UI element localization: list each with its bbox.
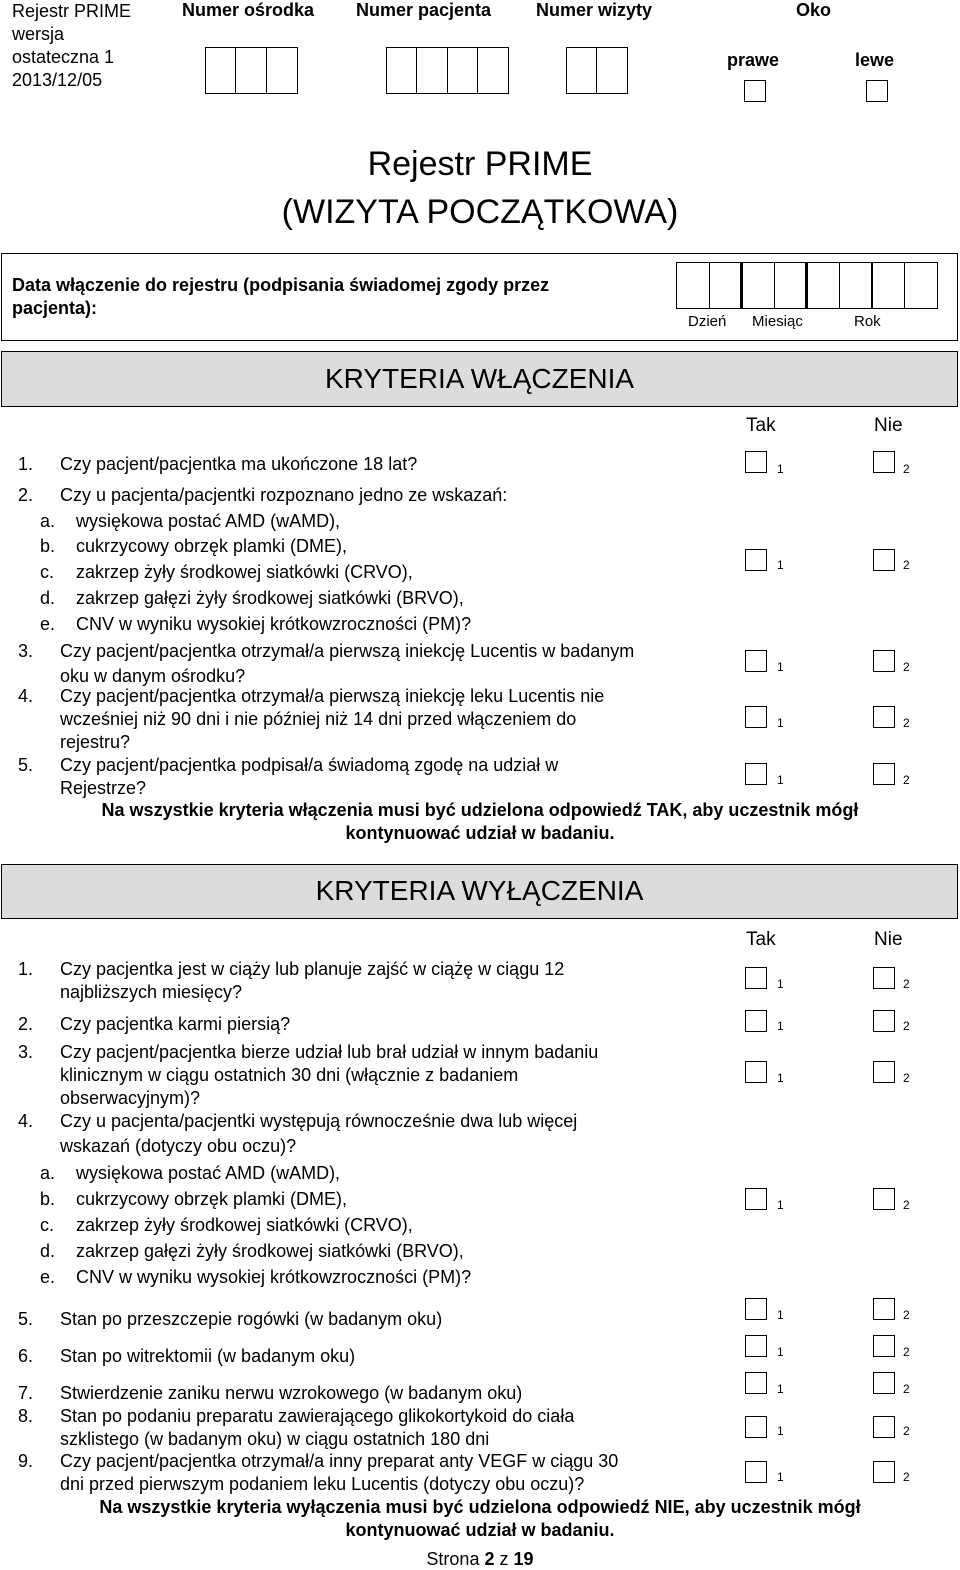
question-number: 4. [18,1111,34,1131]
exclusion-q5-yes-code: 1 [777,1308,784,1322]
year-digit-3[interactable] [871,262,905,309]
patient-number-digit-4[interactable] [477,47,509,94]
exclusion-q2-yes-checkbox[interactable] [745,1010,767,1032]
option-text: cukrzycowy obrzęk plamki (DME), [76,536,348,556]
exclusion-q8-no-checkbox[interactable] [873,1416,895,1438]
exclusion-q1-yes-code: 1 [777,977,784,991]
option-text: zakrzep gałęzi żyły środkowej siatkówki (BRVO), [76,1241,464,1261]
page-total: 19 [513,1549,534,1569]
form-subtitle: (WIZYTA POCZĄTKOWA) [281,193,679,231]
exclusion-q7-yes-checkbox[interactable] [745,1372,767,1394]
exclusion-q2-yes-code: 1 [777,1019,784,1033]
exclusion-q8-yes-checkbox[interactable] [745,1416,767,1438]
question-text: Czy pacjentka karmi piersią? [60,1014,291,1034]
month-label: Miesiąc [752,313,803,330]
year-label: Rok [854,313,881,330]
question-number: 5. [18,755,34,775]
exclusion-q9-yes-checkbox[interactable] [745,1461,767,1483]
question-number: 3. [18,1042,34,1062]
question-text-line1: Czy pacjent/pacjentka podpisał/a świadomą zgodę na udział w [60,755,559,775]
inclusion-q1-no-checkbox[interactable] [873,451,895,473]
version-date: 2013/12/05 [12,70,103,90]
exclusion-q3-yes-checkbox[interactable] [745,1061,767,1083]
exclusion-q5-no-checkbox[interactable] [873,1298,895,1320]
patient-number-digit-3[interactable] [447,47,479,94]
exclusion-criteria-heading: KRYTERIA WYŁĄCZENIA [1,864,958,919]
version-label: wersja [12,24,65,44]
enrollment-date-boxes [676,262,936,309]
exclusion-q7-no-checkbox[interactable] [873,1372,895,1394]
question-number: 7. [18,1383,34,1403]
question-number: 4. [18,686,34,706]
option-letter: a. [40,511,56,531]
exclusion-q8-no-code: 2 [903,1424,910,1438]
inclusion-q1-yes-code: 1 [777,462,784,476]
question-text-line3: obserwacyjnym)? [60,1088,201,1108]
visit-number-boxes [566,47,627,94]
question-text-line1: Czy u pacjenta/pacjentki występują równocześnie dwa lub więcej [60,1111,578,1131]
inclusion-q5-no-checkbox[interactable] [873,763,895,785]
question-number: 2. [18,1014,34,1034]
option-letter: d. [40,588,56,608]
center-number-label: Numer ośrodka [182,0,315,20]
inclusion-q2-yes-checkbox[interactable] [745,549,767,571]
question-text-line2: Rejestrze? [60,778,147,798]
exclusion-q6-yes-checkbox[interactable] [745,1335,767,1357]
enrollment-date-label-line1: Data włączenie do rejestru (podpisania świadomej zgody przez [12,275,550,295]
center-number-boxes [205,47,296,94]
inclusion-q2-no-code: 2 [903,558,910,572]
option-text: CNV w wyniku wysokiej krótkowzroczności (PM)? [76,614,472,634]
question-number: 8. [18,1406,34,1426]
version-name: ostateczna 1 [12,47,115,67]
day-label: Dzień [688,313,727,330]
inclusion-note-line2: kontynuować udział w badaniu. [345,823,615,843]
day-digit-1[interactable] [676,262,710,309]
center-number-digit-1[interactable] [205,47,237,94]
exclusion-q5-no-code: 2 [903,1308,910,1322]
patient-number-label: Numer pacjenta [356,0,492,20]
right-eye-label: prawe [727,50,780,70]
option-letter: d. [40,1241,56,1261]
exclusion-q2-no-code: 2 [903,1019,910,1033]
question-text: Stwierdzenie zaniku nerwu wzrokowego (w badanym oku) [60,1383,523,1403]
exclusion-q5-yes-checkbox[interactable] [745,1298,767,1320]
inclusion-no-header: Nie [874,415,903,436]
option-letter: e. [40,1267,56,1287]
page-number: 2 [484,1549,495,1569]
question-number: 9. [18,1451,34,1471]
inclusion-q5-yes-code: 1 [777,773,784,787]
exclusion-yes-header: Tak [746,929,776,950]
inclusion-q4-yes-code: 1 [777,716,784,730]
exclusion-q4-yes-checkbox[interactable] [745,1188,767,1210]
option-text: CNV w wyniku wysokiej krótkowzroczności (PM)? [76,1267,472,1287]
year-digit-1[interactable] [806,262,840,309]
eye-label: Oko [796,0,832,20]
question-number: 1. [18,454,34,474]
question-text-line2: dni przed pierwszym podaniem leku Lucentis (dotyczy obu oczu)? [60,1474,585,1494]
visit-number-digit-1[interactable] [566,47,598,94]
left-eye-checkbox[interactable] [866,80,888,102]
exclusion-note-line2: kontynuować udział w badaniu. [345,1520,615,1540]
exclusion-q6-no-checkbox[interactable] [873,1335,895,1357]
exclusion-note-line1: Na wszystkie kryteria wyłączenia musi być udzielona odpowiedź NIE, aby uczestnik mógł [99,1497,861,1517]
year-digit-4[interactable] [904,262,938,309]
month-digit-2[interactable] [774,262,808,309]
exclusion-q3-no-code: 2 [903,1071,910,1085]
question-text-line2: szklistego (w badanym oku) w ciągu ostatnich 180 dni [60,1429,490,1449]
patient-number-boxes [386,47,508,94]
inclusion-q5-yes-checkbox[interactable] [745,763,767,785]
question-text-line1: Czy pacjent/pacjentka bierze udział lub brał udział w innym badaniu [60,1042,599,1062]
patient-number-digit-2[interactable] [416,47,448,94]
question-number: 2. [18,485,34,505]
exclusion-q1-no-checkbox[interactable] [873,967,895,989]
option-text: zakrzep żyły środkowej siatkówki (CRVO), [76,1215,413,1235]
exclusion-note [40,1496,920,1542]
exclusion-q3-yes-code: 1 [777,1071,784,1085]
form-title: Rejestr PRIME [367,145,593,183]
option-text: cukrzycowy obrzęk plamki (DME), [76,1189,348,1209]
exclusion-q7-yes-code: 1 [777,1382,784,1396]
question-text-line1: Czy pacjentka jest w ciąży lub planuje zajść w ciążę w ciągu 12 [60,959,565,979]
left-eye-label: lewe [855,50,895,70]
inclusion-note [40,799,920,845]
inclusion-criteria-heading: KRYTERIA WŁĄCZENIA [1,351,958,407]
option-letter: e. [40,614,56,634]
enrollment-date-label [12,274,612,320]
question-number: 1. [18,959,34,979]
option-letter: c. [40,1215,55,1235]
question-number: 6. [18,1346,34,1366]
patient-number-digit-1[interactable] [386,47,418,94]
option-text: wysiękowa postać AMD (wAMD), [76,511,341,531]
inclusion-q1-no-code: 2 [903,462,910,476]
inclusion-q3-no-checkbox[interactable] [873,650,895,672]
question-text: Stan po witrektomii (w badanym oku) [60,1346,356,1366]
inclusion-note-line1: Na wszystkie kryteria włączenia musi być udzielona odpowiedź TAK, aby uczestnik mógł [101,800,859,820]
of-word: z [499,1549,509,1569]
question-text: Czy u pacjenta/pacjentki rozpoznano jedno ze wskazań: [60,485,508,505]
question-text-line2: oku w danym ośrodku? [60,666,246,686]
question-text-line2: najbliższych miesięcy? [60,982,243,1002]
question-text-line2: klinicznym w ciągu ostatnich 30 dni (włącznie z badaniem [60,1065,519,1085]
day-digit-2[interactable] [709,262,743,309]
question-number: 3. [18,641,34,661]
question-text-line1: Czy pacjent/pacjentka otrzymał/a pierwszą iniekcję Lucentis w badanym [60,641,635,661]
exclusion-q9-yes-code: 1 [777,1470,784,1484]
inclusion-q2-no-checkbox[interactable] [873,549,895,571]
inclusion-q3-yes-checkbox[interactable] [745,650,767,672]
page-footer [0,1549,960,1570]
inclusion-q2-yes-code: 1 [777,558,784,572]
option-letter: b. [40,536,56,556]
inclusion-q3-no-code: 2 [903,660,910,674]
inclusion-q4-yes-checkbox[interactable] [745,706,767,728]
option-text: zakrzep gałęzi żyły środkowej siatkówki (BRVO), [76,588,464,608]
exclusion-q4-yes-code: 1 [777,1198,784,1212]
right-eye-checkbox[interactable] [744,80,766,102]
version-block [12,0,192,92]
center-number-digit-2[interactable] [235,47,267,94]
inclusion-q1-yes-checkbox[interactable] [745,451,767,473]
question-text: Stan po przeszczepie rogówki (w badanym oku) [60,1309,443,1329]
option-letter: c. [40,562,55,582]
inclusion-q4-no-checkbox[interactable] [873,706,895,728]
question-text-line3: rejestru? [60,732,131,752]
visit-number-digit-2[interactable] [596,47,628,94]
month-digit-1[interactable] [741,262,775,309]
option-letter: b. [40,1189,56,1209]
question-text: Czy pacjent/pacjentka ma ukończone 18 lat? [60,454,418,474]
inclusion-q4-no-code: 2 [903,716,910,730]
exclusion-q4-no-code: 2 [903,1198,910,1212]
exclusion-q1-yes-checkbox[interactable] [745,967,767,989]
exclusion-q6-no-code: 2 [903,1345,910,1359]
option-text: zakrzep żyły środkowej siatkówki (CRVO), [76,562,413,582]
exclusion-q3-no-checkbox[interactable] [873,1061,895,1083]
exclusion-q7-no-code: 2 [903,1382,910,1396]
inclusion-yes-header: Tak [746,415,776,436]
question-text-line1: Stan po podaniu preparatu zawierającego glikokortykoid do ciała [60,1406,575,1426]
inclusion-q5-no-code: 2 [903,773,910,787]
exclusion-q2-no-checkbox[interactable] [873,1010,895,1032]
question-text-line2: wskazań (dotyczy obu oczu)? [60,1136,297,1156]
option-text: wysiękowa postać AMD (wAMD), [76,1163,341,1183]
page-word: Strona [426,1549,480,1569]
exclusion-q9-no-code: 2 [903,1470,910,1484]
enrollment-date-label-line2: pacjenta): [12,298,98,318]
exclusion-q8-yes-code: 1 [777,1424,784,1438]
exclusion-q6-yes-code: 1 [777,1345,784,1359]
center-number-digit-3[interactable] [266,47,298,94]
option-letter: a. [40,1163,56,1183]
question-text-line2: wcześniej niż 90 dni i nie później niż 14 dni przed włączeniem do [60,709,577,729]
exclusion-q9-no-checkbox[interactable] [873,1461,895,1483]
year-digit-2[interactable] [839,262,873,309]
visit-number-label: Numer wizyty [536,0,653,20]
exclusion-no-header: Nie [874,929,903,950]
inclusion-q3-yes-code: 1 [777,660,784,674]
question-text-line1: Czy pacjent/pacjentka otrzymał/a inny preparat anty VEGF w ciągu 30 [60,1451,619,1471]
exclusion-q1-no-code: 2 [903,977,910,991]
registry-name: Rejestr PRIME [12,1,132,21]
question-number: 5. [18,1309,34,1329]
exclusion-q4-no-checkbox[interactable] [873,1188,895,1210]
question-text-line1: Czy pacjent/pacjentka otrzymał/a pierwszą iniekcję leku Lucentis nie [60,686,605,706]
